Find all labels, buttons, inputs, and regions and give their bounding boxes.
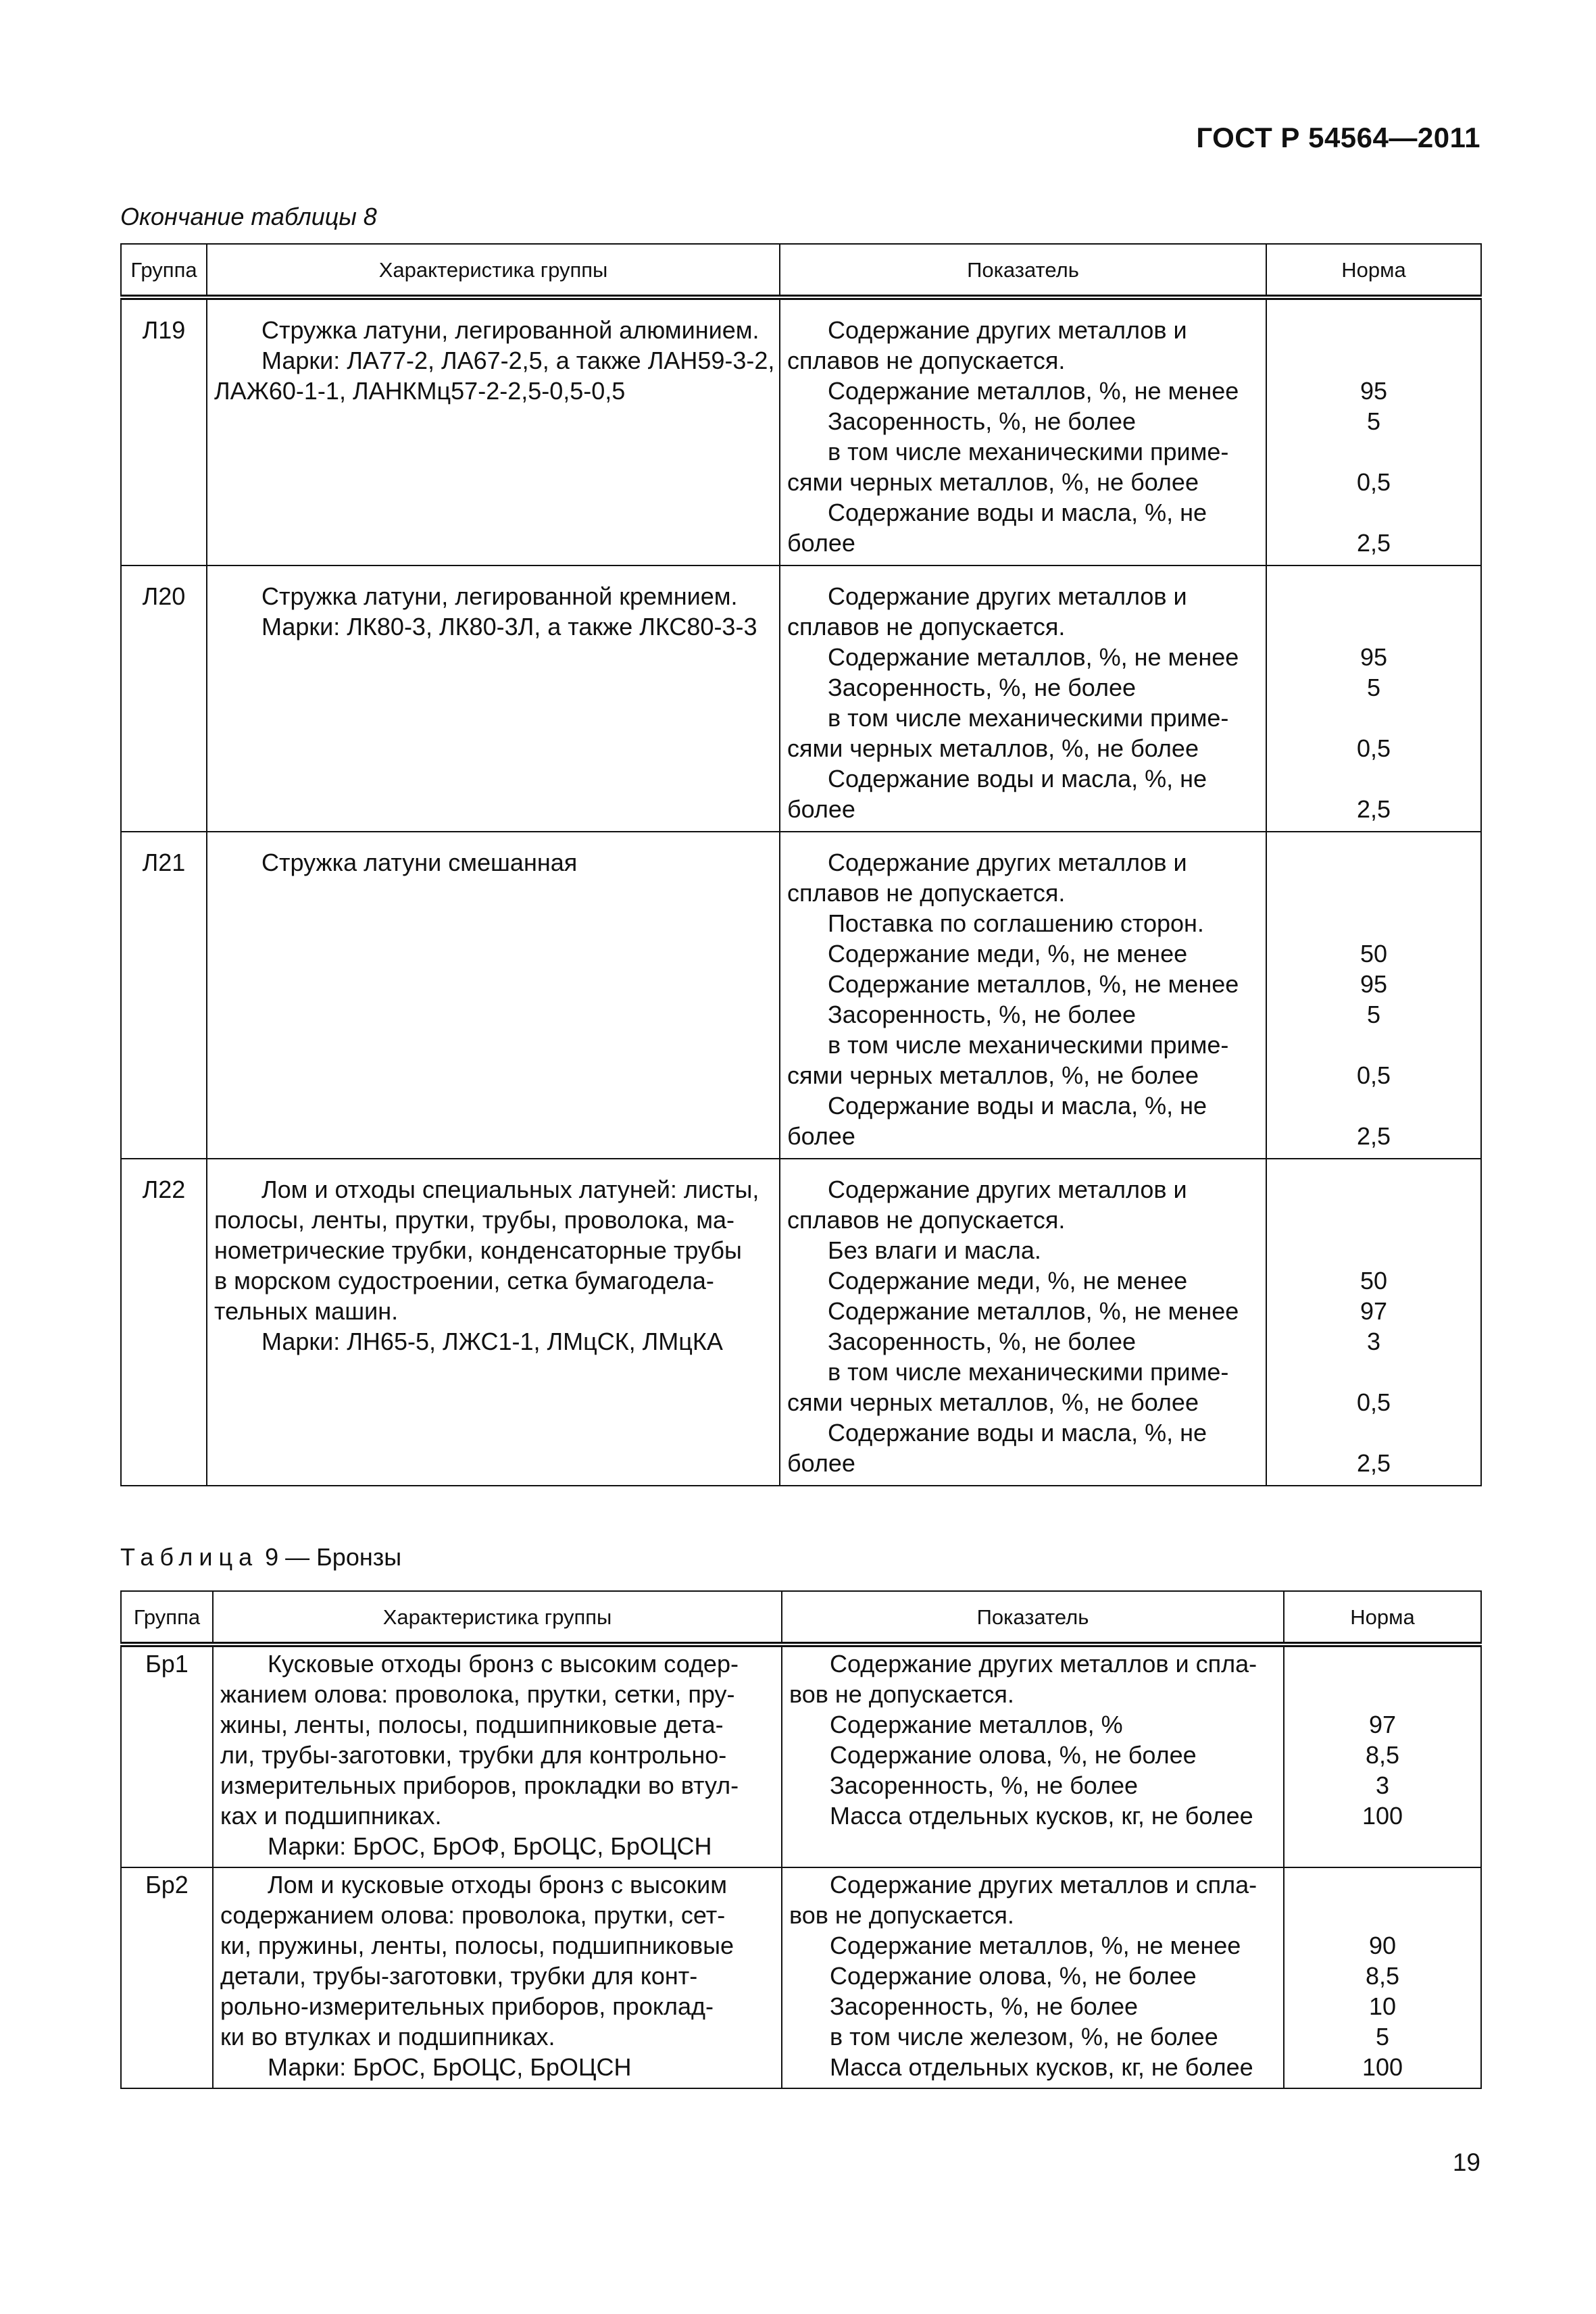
norm-value: 95	[1360, 643, 1388, 671]
norm-value: 3	[1375, 1771, 1390, 1799]
norm-value: 8,5	[1365, 1741, 1400, 1769]
indicator-line: Содержание металлов, %, не менее	[828, 1297, 1239, 1325]
column-header-indicator: Показатель	[782, 1591, 1284, 1644]
table-8	[120, 243, 1482, 1486]
indicator-line: Содержание олова, %, не более	[830, 1741, 1197, 1769]
table-row	[121, 1159, 1481, 1486]
column-header-norm: Норма	[1266, 244, 1481, 297]
norm-cell	[1266, 297, 1481, 565]
characteristic-line: измерительных приборов, прокладки во втул-	[220, 1771, 739, 1799]
indicator-line: более	[787, 1122, 855, 1150]
table9-caption	[120, 1543, 401, 1571]
characteristic-line: Марки: БрОС, БрОФ, БрОЦС, БрОЦСН	[268, 1832, 712, 1860]
indicator-line: Масса отдельных кусков, кг, не более	[830, 2053, 1253, 2081]
indicator-line: более	[787, 529, 855, 557]
norm-value	[1267, 1090, 1480, 1121]
indicator-cell	[780, 565, 1266, 832]
characteristic-line: детали, трубы-заготовки, трубки для конт-	[220, 1962, 698, 1990]
indicator-line: в том числе механическими приме-	[828, 1358, 1229, 1386]
characteristic-line: Стружка латуни смешанная	[261, 849, 578, 876]
indicator-line: Засоренность, %, не более	[828, 1001, 1137, 1028]
indicator-cell	[780, 297, 1266, 565]
norm-value	[1267, 1030, 1480, 1060]
group-code: Бр2	[121, 1867, 213, 2088]
column-header-group: Группа	[121, 244, 207, 297]
characteristic-line: Лом и кусковые отходы бронз с высоким	[268, 1871, 727, 1898]
norm-value	[1267, 497, 1480, 528]
indicator-line: сплавов не допускается.	[787, 613, 1066, 640]
indicator-cell	[782, 1644, 1284, 1867]
document-header: ГОСТ Р 54564—2011	[1196, 122, 1480, 153]
norm-cell	[1284, 1867, 1481, 2088]
characteristic-line: полосы, ленты, прутки, трубы, проволока, ма-	[214, 1206, 735, 1234]
norm-value	[1267, 1357, 1480, 1387]
norm-value: 95	[1360, 377, 1388, 405]
norm-value	[1267, 763, 1480, 794]
characteristic-line: Лом и отходы специальных латуней: листы,	[261, 1176, 759, 1203]
norm-value: 0,5	[1356, 468, 1391, 496]
indicator-line: Содержание других металлов и спла-	[830, 1650, 1257, 1678]
characteristic-line: рольно-измерительных приборов, проклад-	[220, 1992, 714, 2020]
table9-caption-title: 9 — Бронзы	[258, 1543, 402, 1571]
norm-value: 50	[1360, 1267, 1388, 1294]
indicator-line: Содержание воды и масла, %, не	[828, 765, 1207, 793]
table-row	[121, 832, 1481, 1159]
characteristic-line: Марки: БрОС, БрОЦС, БрОЦСН	[268, 2053, 632, 2081]
table9-caption-prefix: Таблица	[120, 1543, 259, 1571]
norm-value	[1285, 1649, 1480, 1679]
norm-cell	[1266, 565, 1481, 832]
column-header-indicator: Показатель	[780, 244, 1266, 297]
norm-value	[1267, 878, 1480, 908]
norm-cell	[1284, 1644, 1481, 1867]
table-9	[120, 1590, 1482, 2089]
indicator-line: Содержание металлов, %, не менее	[828, 970, 1239, 998]
norm-value: 97	[1368, 1711, 1397, 1738]
group-code: Л21	[121, 832, 207, 1159]
indicator-line: в том числе железом, %, не более	[830, 2023, 1218, 2051]
norm-value	[1285, 1679, 1480, 1709]
characteristic-line: ЛАЖ60-1-1, ЛАНКМц57-2-2,5-0,5-0,5	[214, 377, 626, 405]
indicator-line: Засоренность, %, не более	[828, 1328, 1137, 1355]
norm-value: 5	[1366, 674, 1381, 701]
indicator-line: Содержание воды и масла, %, не	[828, 1419, 1207, 1447]
norm-value	[1285, 1869, 1480, 1900]
table9-body	[121, 1644, 1481, 2088]
indicator-line: Содержание меди, %, не менее	[828, 940, 1188, 967]
norm-value: 100	[1362, 2053, 1403, 2081]
indicator-line: Содержание других металлов и спла-	[830, 1871, 1257, 1898]
indicator-cell	[782, 1867, 1284, 2088]
table-row	[121, 1867, 1481, 2088]
indicator-line: вов не допускается.	[789, 1901, 1014, 1929]
indicator-line: Поставка по соглашению сторон.	[828, 909, 1204, 937]
indicator-line: сплавов не допускается.	[787, 1206, 1066, 1234]
norm-value	[1267, 1174, 1480, 1205]
norm-value: 2,5	[1356, 1449, 1391, 1477]
group-code: Бр1	[121, 1644, 213, 1867]
indicator-line: сями черных металлов, %, не более	[787, 1061, 1199, 1089]
indicator-line: Масса отдельных кусков, кг, не более	[830, 1802, 1253, 1830]
norm-value: 0,5	[1356, 1388, 1391, 1416]
characteristic-line: жины, ленты, полосы, подшипниковые дета-	[220, 1711, 724, 1738]
norm-value: 2,5	[1356, 795, 1391, 823]
norm-value: 97	[1360, 1297, 1388, 1325]
group-characteristic	[213, 1644, 782, 1867]
column-header-characteristic: Характеристика группы	[213, 1591, 782, 1644]
norm-value	[1267, 345, 1480, 376]
norm-value: 5	[1375, 2023, 1390, 2051]
indicator-line: Содержание олова, %, не более	[830, 1962, 1197, 1990]
norm-value: 5	[1366, 1001, 1381, 1028]
group-code: Л22	[121, 1159, 207, 1486]
norm-value: 10	[1368, 1992, 1397, 2020]
page-number: 19	[1452, 2148, 1480, 2176]
column-header-group: Группа	[121, 1591, 213, 1644]
table8-caption: Окончание таблицы 8	[120, 203, 377, 230]
norm-value	[1267, 908, 1480, 938]
norm-value: 3	[1366, 1328, 1381, 1355]
indicator-line: Содержание других металлов и	[828, 582, 1187, 610]
group-characteristic	[213, 1867, 782, 2088]
indicator-cell	[780, 1159, 1266, 1486]
characteristic-line: Стружка латуни, легированной алюминием.	[261, 316, 759, 344]
characteristic-line: Стружка латуни, легированной кремнием.	[261, 582, 738, 610]
column-header-characteristic: Характеристика группы	[207, 244, 780, 297]
characteristic-line: жанием олова: проволока, прутки, сетки, пру-	[220, 1680, 735, 1708]
norm-value	[1285, 1900, 1480, 1930]
characteristic-line: содержанием олова: проволока, прутки, сет-	[220, 1901, 726, 1929]
norm-value: 90	[1368, 1932, 1397, 1959]
characteristic-line: Кусковые отходы бронз с высоким содер-	[268, 1650, 739, 1678]
norm-value: 8,5	[1365, 1962, 1400, 1990]
norm-value	[1267, 1205, 1480, 1235]
norm-value: 95	[1360, 970, 1388, 998]
group-characteristic	[207, 297, 780, 565]
table-row	[121, 297, 1481, 565]
indicator-line: Содержание меди, %, не менее	[828, 1267, 1188, 1294]
table9-header-row	[121, 1591, 1481, 1644]
characteristic-line: Марки: ЛА77-2, ЛА67-2,5, а также ЛАН59-3-2,	[261, 347, 775, 374]
indicator-line: Содержание металлов, %, не менее	[830, 1932, 1241, 1959]
group-characteristic	[207, 832, 780, 1159]
norm-value	[1267, 611, 1480, 642]
characteristic-line: в морском судостроении, сетка бумагодела-	[214, 1267, 714, 1294]
indicator-line: сями черных металлов, %, не более	[787, 1388, 1199, 1416]
indicator-line: сями черных металлов, %, не более	[787, 734, 1199, 762]
characteristic-line: нометрические трубки, конденсаторные трубы	[214, 1236, 742, 1264]
indicator-line: сплавов не допускается.	[787, 347, 1066, 374]
characteristic-line: ки во втулках и подшипниках.	[220, 2023, 555, 2051]
indicator-line: Содержание металлов, %, не менее	[828, 643, 1239, 671]
indicator-line: Засоренность, %, не более	[830, 1992, 1139, 2020]
indicator-line: Засоренность, %, не более	[828, 674, 1137, 701]
indicator-line: Засоренность, %, не более	[828, 407, 1137, 435]
norm-value: 100	[1362, 1802, 1403, 1830]
table-row	[121, 1644, 1481, 1867]
group-code: Л20	[121, 565, 207, 832]
indicator-cell	[780, 832, 1266, 1159]
norm-value	[1267, 581, 1480, 611]
norm-value: 50	[1360, 940, 1388, 967]
characteristic-line: Марки: ЛН65-5, ЛЖС1-1, ЛМцСК, ЛМцКА	[261, 1328, 723, 1355]
indicator-line: сплавов не допускается.	[787, 879, 1066, 907]
norm-value: 2,5	[1356, 1122, 1391, 1150]
indicator-line: вов не допускается.	[789, 1680, 1014, 1708]
indicator-line: Содержание воды и масла, %, не	[828, 499, 1207, 526]
indicator-line: Содержание других металлов и	[828, 316, 1187, 344]
indicator-line: более	[787, 795, 855, 823]
norm-value	[1267, 703, 1480, 733]
characteristic-line: ках и подшипниках.	[220, 1802, 442, 1830]
indicator-line: сями черных металлов, %, не более	[787, 468, 1199, 496]
characteristic-line: ли, трубы-заготовки, трубки для контрольно-	[220, 1741, 727, 1769]
indicator-line: Содержание металлов, %, не менее	[828, 377, 1239, 405]
indicator-line: Засоренность, %, не более	[830, 1771, 1139, 1799]
norm-value: 2,5	[1356, 529, 1391, 557]
norm-value	[1267, 1235, 1480, 1265]
characteristic-line: ки, пружины, ленты, полосы, подшипниковые	[220, 1932, 734, 1959]
group-characteristic	[207, 565, 780, 832]
column-header-norm: Норма	[1284, 1591, 1481, 1644]
indicator-line: в том числе механическими приме-	[828, 1031, 1229, 1059]
norm-value	[1267, 436, 1480, 467]
norm-value: 5	[1366, 407, 1381, 435]
indicator-line: Содержание металлов, %	[830, 1711, 1123, 1738]
table8-header-row	[121, 244, 1481, 297]
norm-value	[1267, 847, 1480, 878]
norm-value	[1267, 1417, 1480, 1448]
indicator-line: Без влаги и масла.	[828, 1236, 1041, 1264]
characteristic-line: Марки: ЛК80-3, ЛК80-3Л, а также ЛКС80-3-3	[261, 613, 757, 640]
norm-value: 0,5	[1356, 734, 1391, 762]
indicator-line: более	[787, 1449, 855, 1477]
norm-cell	[1266, 832, 1481, 1159]
group-characteristic	[207, 1159, 780, 1486]
characteristic-line: тельных машин.	[214, 1297, 399, 1325]
indicator-line: в том числе механическими приме-	[828, 438, 1229, 466]
norm-cell	[1266, 1159, 1481, 1486]
indicator-line: в том числе механическими приме-	[828, 704, 1229, 732]
indicator-line: Содержание воды и масла, %, не	[828, 1092, 1207, 1120]
table8-body	[121, 297, 1481, 1486]
group-code: Л19	[121, 297, 207, 565]
norm-value: 0,5	[1356, 1061, 1391, 1089]
norm-value	[1267, 315, 1480, 345]
indicator-line: Содержание других металлов и	[828, 1176, 1187, 1203]
indicator-line: Содержание других металлов и	[828, 849, 1187, 876]
table-row	[121, 565, 1481, 832]
